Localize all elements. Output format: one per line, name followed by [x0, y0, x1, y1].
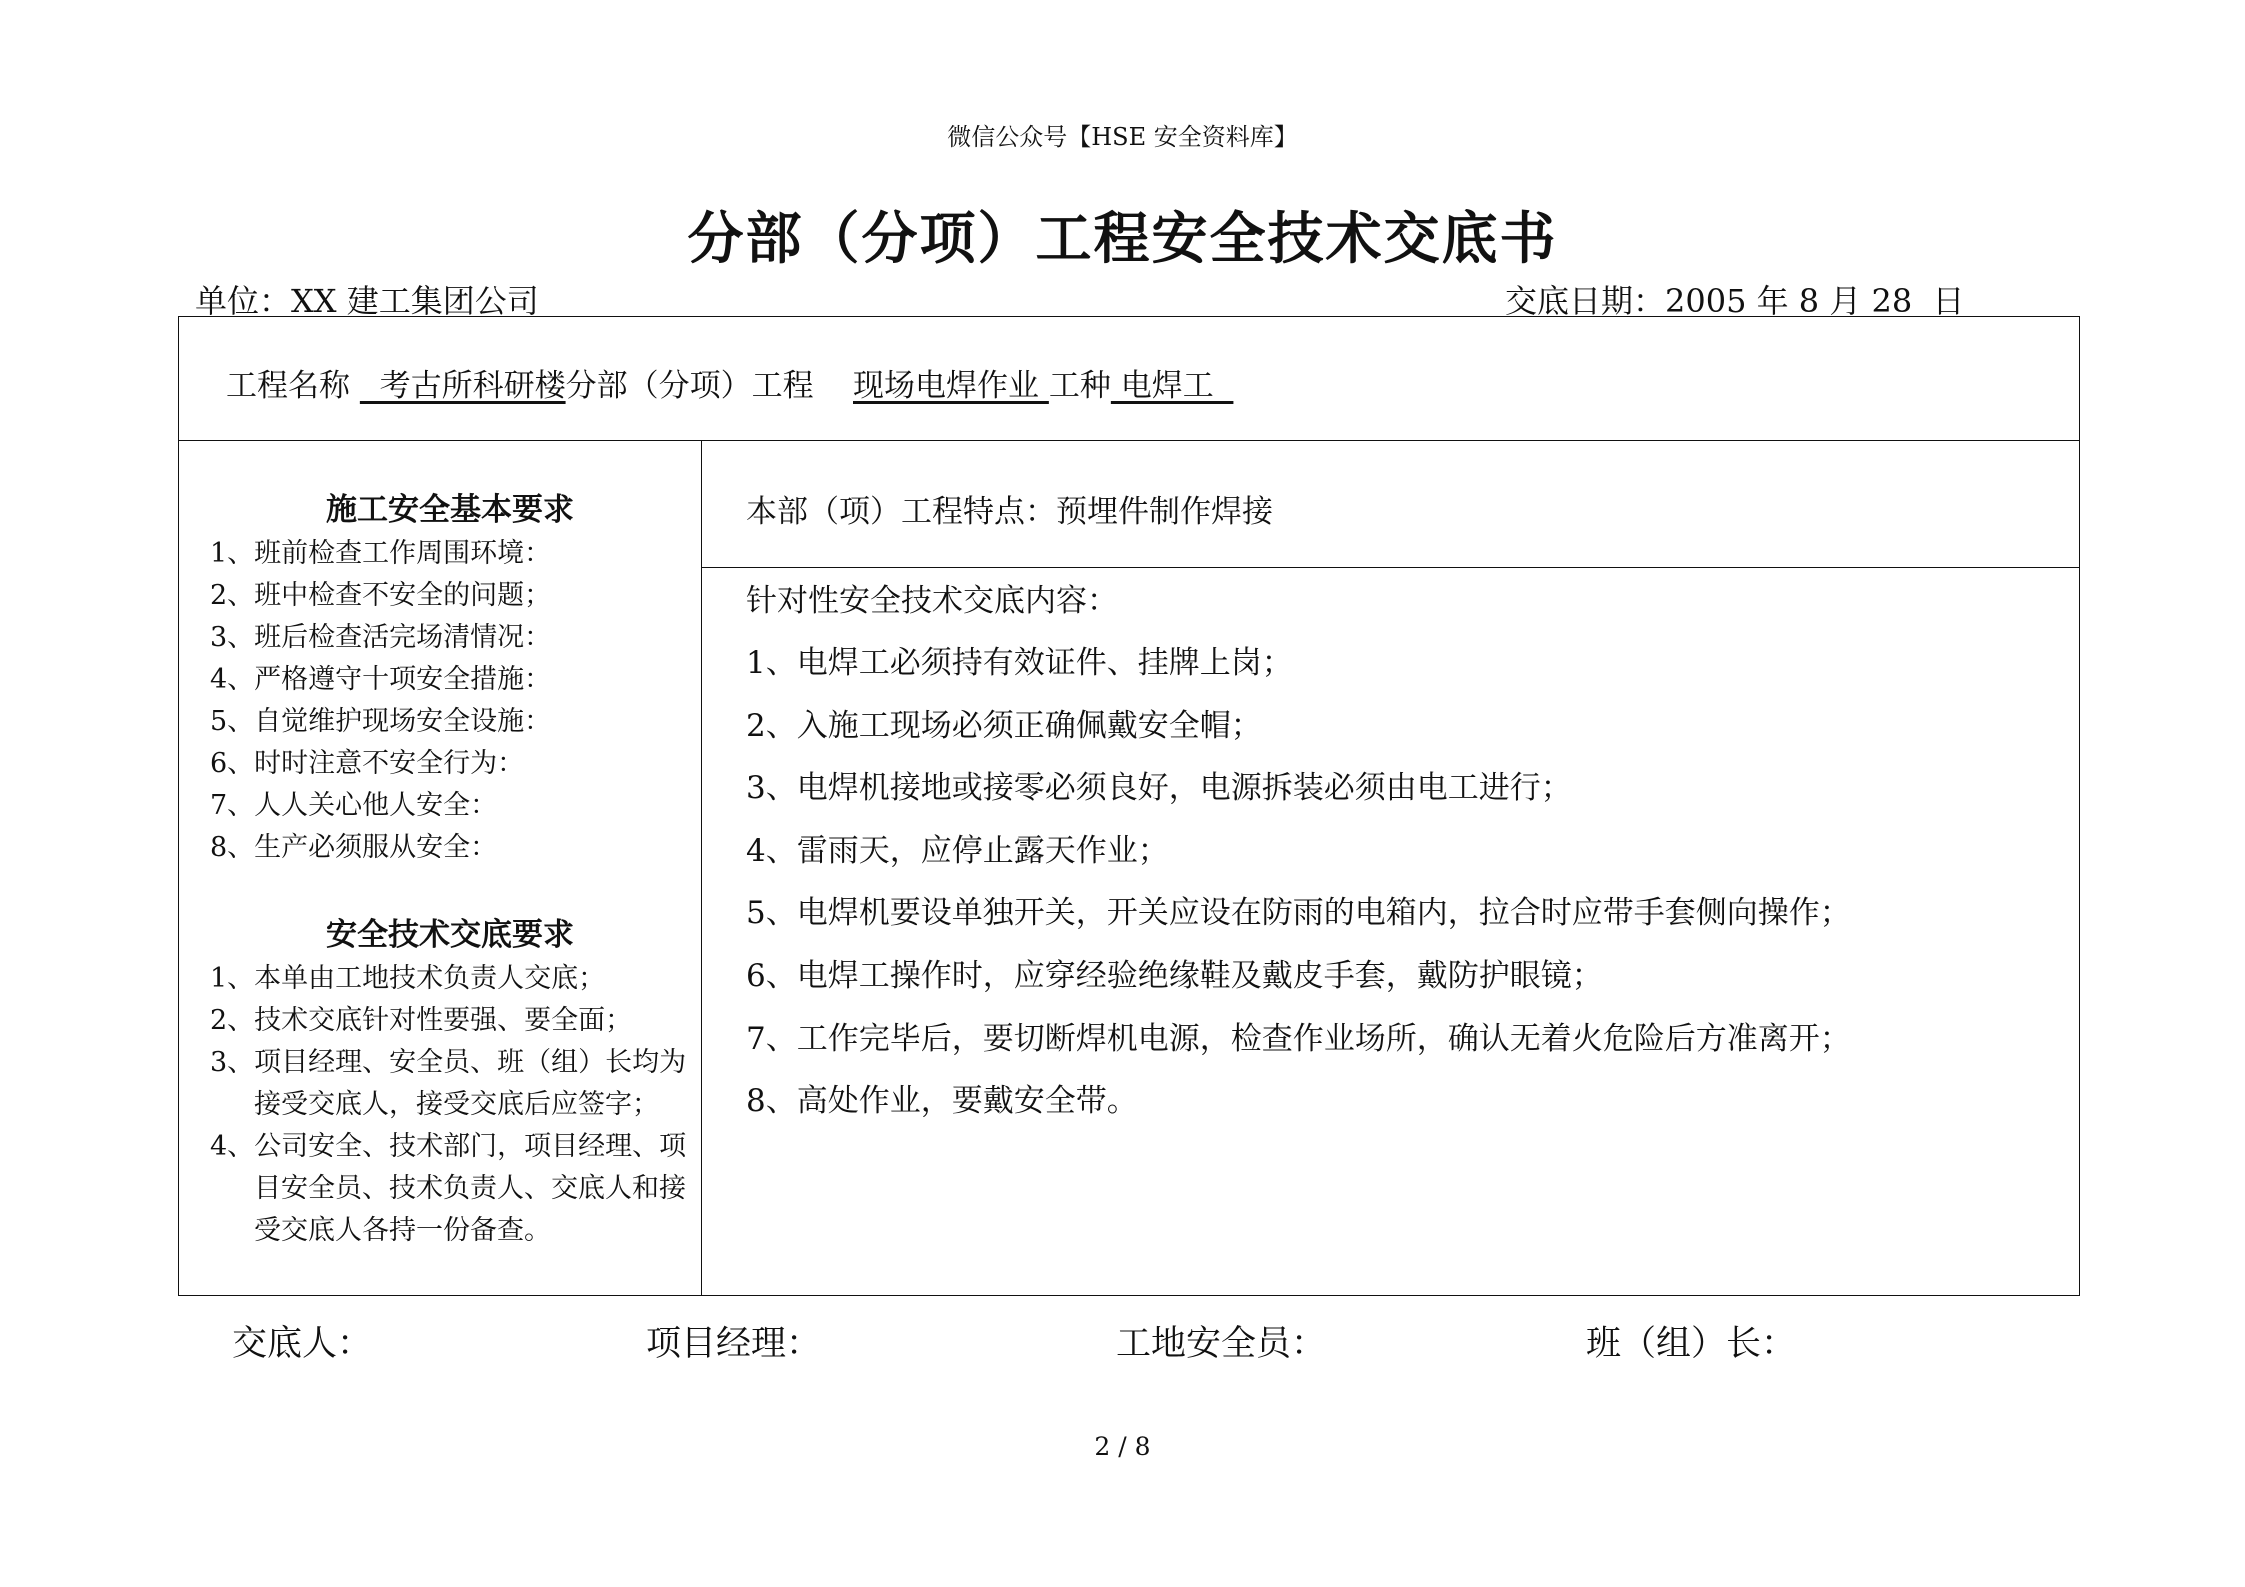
signature-project-manager: 项目经理： — [646, 1324, 822, 1364]
list-item: 1、班前检查工作周围环境： — [210, 538, 552, 569]
list-item: 2、技术交底针对性要强、要全面； — [210, 1005, 633, 1036]
list-item: 1、本单由工地技术负责人交底； — [210, 963, 606, 994]
subproject-label: 分部（分项）工程 — [565, 368, 814, 404]
project-name-label: 工程名称 — [226, 368, 350, 404]
divider — [178, 440, 2080, 441]
basic-requirements-title: 施工安全基本要求 — [326, 492, 574, 528]
content-item: 6、电焊工操作时，应穿经验绝缘鞋及戴皮手套，戴防护眼镜； — [746, 957, 1603, 994]
unit-line: 单位：XX 建工集团公司 — [195, 282, 539, 320]
list-item: 4、严格遵守十项安全措施： — [210, 664, 552, 695]
header-note: 微信公众号【HSE 安全资料库】 — [947, 123, 1298, 151]
list-item: 7、人人关心他人安全： — [210, 790, 498, 821]
project-name-value: 考古所科研楼 — [359, 368, 566, 404]
signature-discloser: 交底人： — [232, 1324, 373, 1364]
content-item: 7、工作完毕后，要切断焊机电源，检查作业场所，确认无着火危险后方准离开； — [746, 1020, 1851, 1057]
content-lead: 针对性安全技术交底内容： — [746, 583, 1118, 619]
content-item: 5、电焊机要设单独开关，开关应设在防雨的电箱内，拉合时应带手套侧向操作； — [746, 895, 1851, 932]
document-title: 分部（分项）工程安全技术交底书 — [687, 206, 1558, 272]
signature-team-leader: 班（组）长： — [1586, 1324, 1797, 1364]
subproject-value: 现场电焊作业 — [853, 368, 1049, 404]
list-item: 2、班中检查不安全的问题； — [210, 580, 552, 611]
divider — [701, 440, 702, 1296]
list-item: 4、公司安全、技术部门，项目经理、项目安全员、技术负责人、交底人和接受交底人各持一份备查。 — [210, 1131, 687, 1246]
divider — [701, 567, 2080, 568]
disclosure-content — [746, 578, 2066, 1141]
trade-value: 电焊工 — [1110, 368, 1234, 404]
list-item: 5、自觉维护现场安全设施： — [210, 706, 552, 737]
page-number: 2 / 8 — [1094, 1432, 1151, 1461]
content-item: 8、高处作业，要戴安全带。 — [746, 1083, 1138, 1120]
requirements-column — [210, 484, 690, 1252]
list-item: 3、班后检查活完场清情况： — [210, 622, 552, 653]
disclosure-requirements-title: 安全技术交底要求 — [326, 917, 574, 953]
trade-label: 工种 — [1048, 368, 1111, 404]
list-item: 6、时时注意不安全行为： — [210, 748, 525, 779]
content-item: 2、入施工现场必须正确佩戴安全帽； — [746, 707, 1262, 744]
list-item: 8、生产必须服从安全： — [210, 832, 498, 863]
content-item: 3、电焊机接地或接零必须良好，电源拆装必须由电工进行； — [746, 770, 1572, 807]
project-row — [226, 360, 1233, 405]
content-item: 4、雷雨天，应停止露天作业； — [746, 832, 1169, 869]
content-item: 1、电焊工必须持有效证件、挂牌上岗； — [746, 645, 1293, 681]
date-line: 交底日期：2005 年 8 月 28 日 — [1505, 282, 1965, 320]
project-feature: 本部（项）工程特点：预埋件制作焊接 — [746, 494, 1273, 530]
list-item: 3、项目经理、安全员、班（组）长均为接受交底人，接受交底后应签字； — [210, 1047, 687, 1120]
signature-safety-officer: 工地安全员： — [1116, 1324, 1327, 1364]
